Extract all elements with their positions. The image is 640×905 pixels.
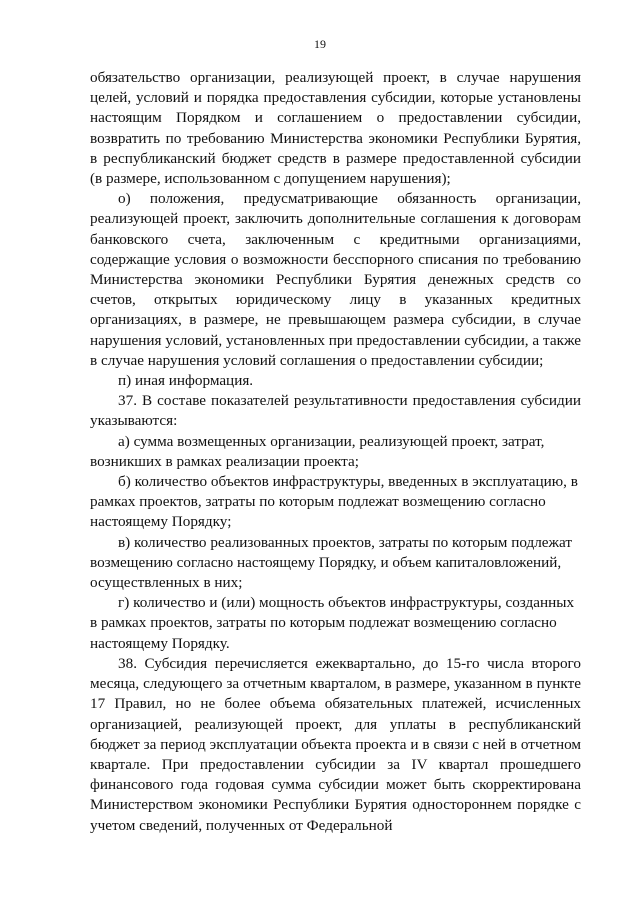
paragraph-item-p: п) иная информация. — [118, 372, 254, 390]
paragraph-item-o: о) положения, предусматривающие обязанность организации, реализующей проект, заключить дополнительные соглашения к договорам банковского счета, заключенным с кредитными организациями, содержащие условия о возможности бесспорного списания по требованию Министерства экономики Республики Бурятия денежных средств со счетов, открытых юридическому лицу в указанных кредитных организациях, в размере, не превышающем размера субсидии, в случае нарушения условий, установленных при предоставлении субсидии, а также в случае нарушения условий соглашения о предоставлении субсидии; — [90, 190, 581, 369]
paragraph-item-g: г) количество и (или) мощность объектов инфраструктуры, созданных в рамках проектов, затраты по которым подлежат возмещению согласно настоящему Порядку. — [90, 594, 575, 652]
paragraph-obligation-return: обязательство организации, реализующей проект, в случае нарушения целей, условий и порядка предоставления субсидии, которые установлены настоящим Порядком и соглашением о предоставлении субсидии, возвратить по требованию Министерства экономики Республики Бурятия, в республиканский бюджет средств в размере предоставленной субсидии (в размере, использованном с допущением нарушения); — [90, 69, 581, 188]
paragraph-38: 38. Субсидия перечисляется ежеквартально, до 15-го числа второго месяца, следующего за отчетным кварталом, в размере, указанном в пункте 17 Правил, но не более объема обязательных платежей, исчисленных организацией, реализующей проект, для уплаты в республиканский бюджет за период эксплуатации объекта проекта и в связи с ней в отчетном квартале. При предоставлении субсидии за IV квартал прошедшего финансового года годовая сумма субсидии может быть скорректирована Министерством экономики Республики Бурятия одностороннем порядке с учетом сведений, полученных от Федеральной — [90, 654, 581, 834]
paragraph-item-v: в) количество реализованных проектов, затраты по которым подлежат возмещению согласно настоящему Порядку, и объем капиталовложений, осуществленных в них; — [90, 533, 573, 592]
paragraph-37: 37. В составе показателей результативности предоставления субсидии указываются: — [90, 392, 581, 430]
paragraph-item-b: б) количество объектов инфраструктуры, введенных в эксплуатацию, в рамках проектов, затраты по которым подлежат возмещению согласно настоящему Порядку; — [90, 473, 578, 531]
paragraph-item-a: а) сумма возмещенных организации, реализующей проект, затрат, возникших в рамках реализации проекта; — [90, 432, 545, 470]
document-body — [90, 68, 581, 836]
page-number: 19 — [314, 37, 326, 51]
